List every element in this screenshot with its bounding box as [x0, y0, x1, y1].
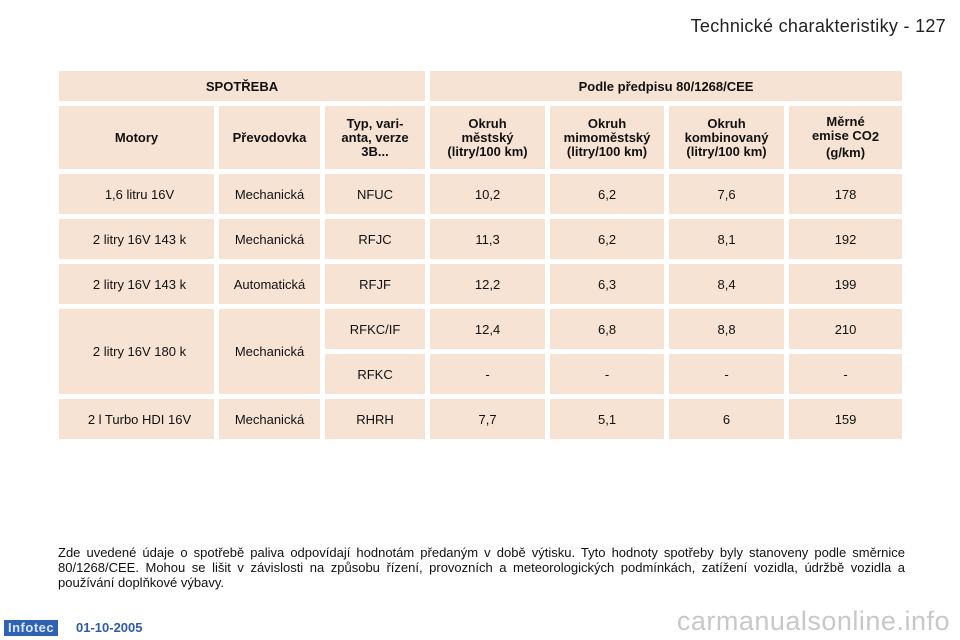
cell-extra-urban: 6,2 — [550, 219, 664, 259]
table-row — [59, 399, 902, 439]
cell-engine: 2 litry 16V 180 k — [59, 309, 214, 394]
cell-type-code: RFKC/IF — [325, 309, 425, 349]
cell-combined: 8,4 — [669, 264, 784, 304]
col-header-co2-unit: (g/km) — [826, 145, 866, 161]
cell-engine: 2 litry 16V 143 k — [59, 219, 214, 259]
table-row — [59, 309, 902, 349]
cell-extra-urban: 6,3 — [550, 264, 664, 304]
cell-co2: 159 — [789, 399, 902, 439]
cell-type-code: RFJF — [325, 264, 425, 304]
cell-co2: 210 — [789, 309, 902, 349]
cell-type-code: NFUC — [325, 174, 425, 214]
cell-engine: 1,6 litru 16V — [59, 174, 214, 214]
cell-urban: - — [430, 354, 545, 394]
cell-type-code: RFKC — [325, 354, 425, 394]
col-header-urban — [430, 106, 545, 169]
cell-co2: 199 — [789, 264, 902, 304]
cell-co2: 178 — [789, 174, 902, 214]
cell-co2: 192 — [789, 219, 902, 259]
cell-extra-urban: 6,2 — [550, 174, 664, 214]
page-title: Technické charakteristiky - 127 — [690, 16, 946, 36]
cell-gearbox: Mechanická — [219, 219, 320, 259]
col-header-extra-urban — [550, 106, 664, 169]
cell-gearbox: Mechanická — [219, 174, 320, 214]
cell-engine: 2 litry 16V 143 k — [59, 264, 214, 304]
group-header-regulation: Podle předpisu 80/1268/CEE — [430, 71, 902, 101]
col-header-urban-label: Okruh městský (litry/100 km) — [447, 115, 528, 159]
infotec-logo: Infotec — [4, 620, 58, 636]
table-row — [59, 174, 902, 214]
group-header-consumption: SPOTŘEBA — [59, 71, 425, 101]
cell-gearbox: Mechanická — [219, 399, 320, 439]
cell-type-code: RHRH — [325, 399, 425, 439]
cell-engine: 2 l Turbo HDI 16V — [59, 399, 214, 439]
print-date: 01-10-2005 — [76, 620, 143, 635]
col-header-gearbox: Převodovka — [219, 106, 320, 169]
footnote-paragraph: Zde uvedené údaje o spotřebě paliva odpovídají hodnotám předaným v době výtisku. Tyto hodnoty spotřeby byly stanoveny podle směrnice 80/1268/CEE. Mohou se lišit v závislosti na způsobu řízení, provozních a meteorologických podmínkách, zatížení vozidla, údržbě vozidla a používání doplňkové výbavy. — [58, 545, 905, 590]
cell-urban: 11,3 — [430, 219, 545, 259]
co2-subscript: 2 — [871, 129, 880, 145]
cell-extra-urban: 5,1 — [550, 399, 664, 439]
col-header-type — [325, 106, 425, 169]
cell-gearbox: Mechanická — [219, 309, 320, 394]
col-header-engines: Motory — [59, 106, 214, 169]
consumption-table — [54, 66, 907, 444]
site-watermark: carmanualsonline.info — [676, 606, 950, 636]
cell-urban: 12,2 — [430, 264, 545, 304]
cell-extra-urban: - — [550, 354, 664, 394]
table-row — [59, 219, 902, 259]
cell-type-code: RFJC — [325, 219, 425, 259]
col-header-combined — [669, 106, 784, 169]
table-row — [59, 264, 902, 304]
cell-combined: 8,8 — [669, 309, 784, 349]
cell-urban: 7,7 — [430, 399, 545, 439]
cell-urban: 12,4 — [430, 309, 545, 349]
cell-combined: - — [669, 354, 784, 394]
cell-extra-urban: 6,8 — [550, 309, 664, 349]
cell-urban: 10,2 — [430, 174, 545, 214]
cell-combined: 7,6 — [669, 174, 784, 214]
cell-gearbox: Automatická — [219, 264, 320, 304]
cell-combined: 6 — [669, 399, 784, 439]
col-header-co2 — [789, 106, 902, 169]
cell-co2: - — [789, 354, 902, 394]
cell-combined: 8,1 — [669, 219, 784, 259]
col-header-type-label: Typ, vari- anta, verze 3B... — [341, 115, 409, 159]
col-header-combined-label: Okruh kombinovaný (litry/100 km) — [684, 115, 769, 159]
col-header-co2-label: Měrné emise CO — [811, 113, 872, 143]
col-header-extra-urban-label: Okruh mimoměstský (litry/100 km) — [563, 115, 651, 159]
